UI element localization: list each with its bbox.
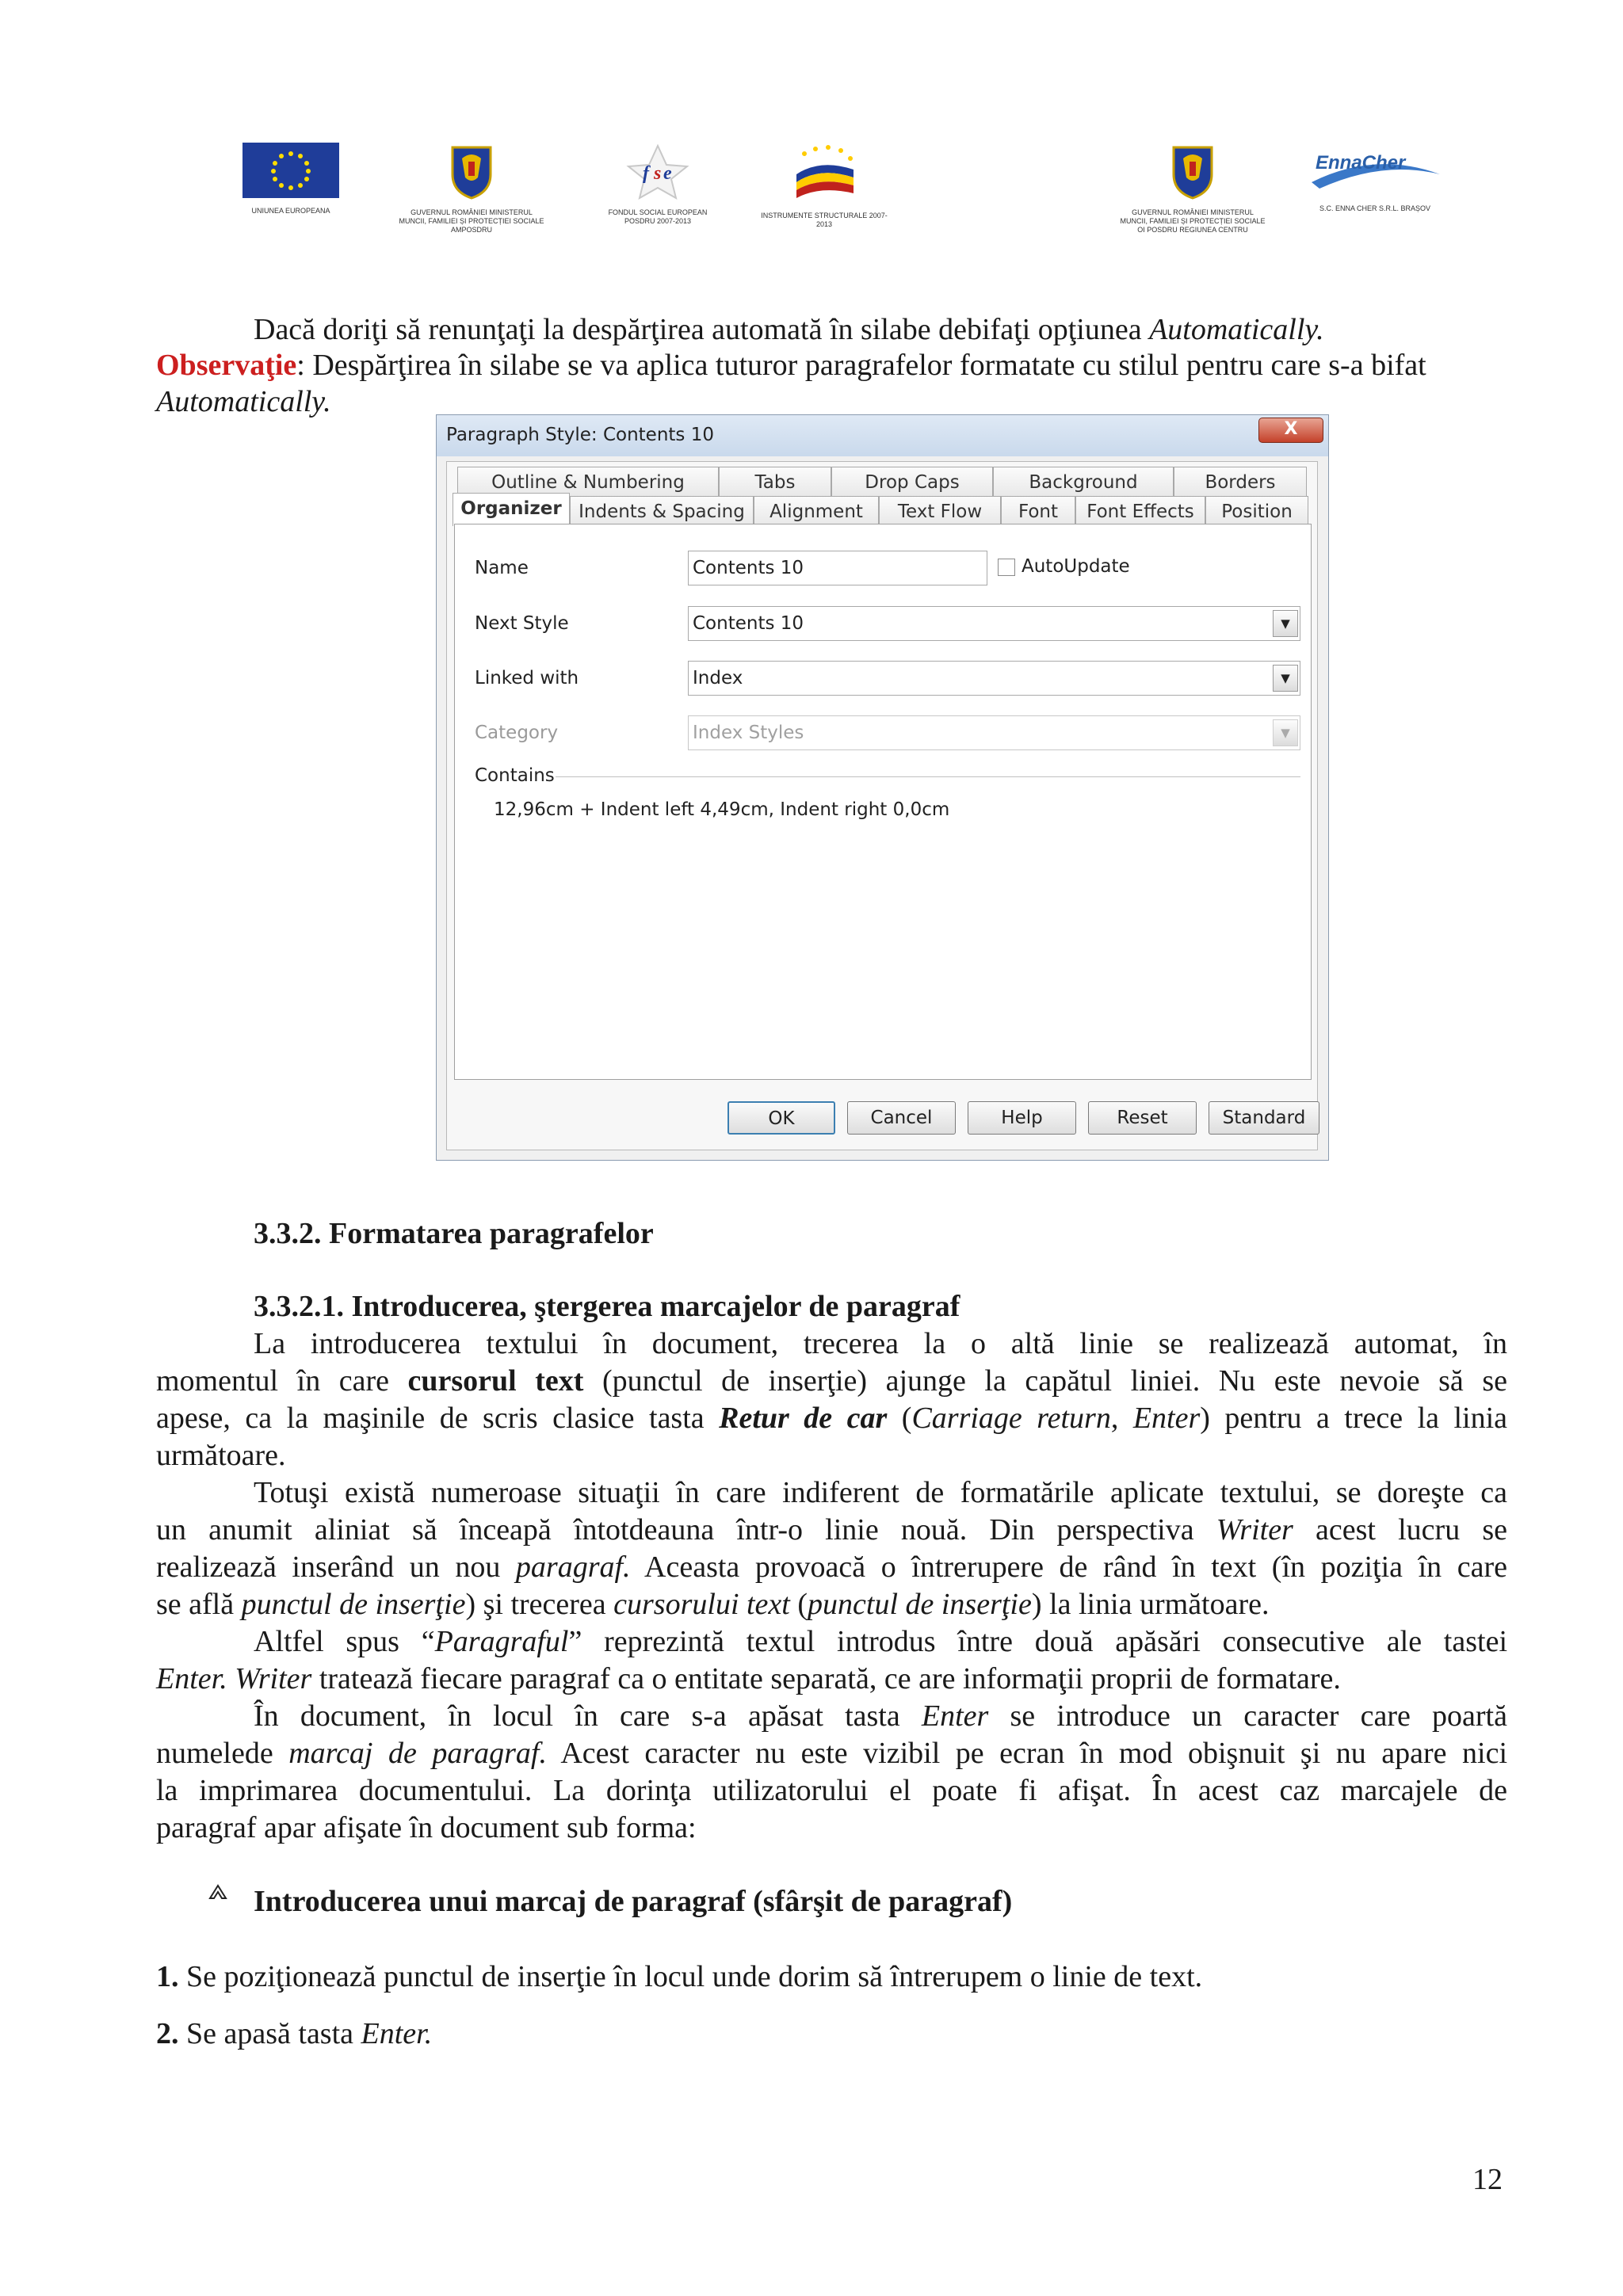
para3-line1 [254,1623,1507,1661]
bullet-heading [254,1883,1012,1920]
italic-text: punctul de inserţie [241,1588,466,1621]
para4-line2 [156,1735,1507,1772]
autoupdate-label: AutoUpdate [1022,556,1130,577]
bullet-triangle-icon [208,1883,228,1909]
contains-label: Contains [475,765,555,786]
para2-line2 [156,1512,1507,1549]
chevron-down-icon[interactable]: ▼ [1273,665,1298,692]
section-heading-332 [254,1215,654,1253]
bullet-heading-text: Introducerea unui marcaj de paragraf (sfârşit de paragraf) [254,1885,1013,1918]
italic-text: Writer [1216,1513,1293,1547]
italic-text: cursorului text [613,1588,790,1621]
logo-caption: INSTRUMENTE STRUCTURALE 2007-2013 [761,212,888,228]
tab-background[interactable]: Background [993,467,1174,497]
intro-text: Dacă doriţi să renunţaţi la despărţirea automată în silabe debifaţi opţiunea [254,313,1150,346]
contains-value: 12,96cm + Indent left 4,49cm, Indent right 0,0cm [494,799,950,820]
italic-text: marcaj de paragraf. [288,1737,547,1770]
text: ( [789,1588,808,1621]
paragraph-style-dialog [436,414,1329,1161]
italic-text: paragraf. [515,1550,631,1584]
reset-button[interactable]: Reset [1088,1101,1197,1135]
observation-label: Observaţie [156,349,297,382]
contains-separator [556,776,1300,777]
eu-flag-icon [242,143,339,198]
text: un anumit aliniat să înceapă întotdeauna într-o linie nouă. Din perspectiva [156,1513,1216,1547]
para1-line2 [156,1363,1507,1400]
text: numelede [156,1737,289,1770]
para4-line1 [254,1698,1507,1735]
text: În document, în locul în care s-a apăsat tasta [254,1699,922,1733]
bold-text: cursorul text [407,1364,584,1398]
fse-logo [598,143,717,226]
linked-with-label: Linked with [475,668,579,688]
tab-font-effects[interactable]: Font Effects [1075,496,1205,526]
ennacher-logo [1300,143,1450,213]
text: ” reprezintă textul introdus între două apăsări consecutive ale tastei [568,1625,1507,1658]
bold-italic-text: Retur de car [719,1402,888,1435]
logo-caption: GUVERNUL ROMÂNIEI MINISTERUL MUNCII, FAMILIEI ȘI PROTECȚIEI SOCIALE OI POSDRU REGIUNEA CENTRU [1120,208,1266,234]
text: se află [156,1588,242,1621]
italic-text: Enter. Writer [156,1662,312,1695]
intro-line [254,311,1522,349]
italic-text: Paragraful [434,1625,569,1658]
text: ) pentru a trece la linia [1200,1402,1508,1435]
fse-star-icon [614,143,701,200]
category-value: Index Styles [693,723,804,743]
text: se introduce un caracter care poartă [988,1699,1507,1733]
tab-text-flow[interactable]: Text Flow [879,496,1001,526]
ok-button[interactable]: OK [727,1101,835,1135]
text: Aceasta provoacă o întrerupere de rând în text (în poziţia în care [630,1550,1507,1584]
step-em: Enter. [361,2017,433,2050]
step-number: 1. [156,1960,179,1993]
observation-em: Automatically. [156,385,331,418]
help-button[interactable]: Help [968,1101,1076,1135]
text: , [1110,1402,1133,1435]
para4-line4: paragraf apar afişate în document sub forma: [156,1811,697,1844]
text: ) la linia următoare. [1031,1588,1270,1621]
text: acest lucru se [1293,1513,1507,1547]
dialog-titlebar [437,415,1328,456]
step-2 [156,2016,1519,2053]
text: ( [887,1402,912,1435]
oipo-logo [1117,143,1268,235]
para2-line3 [156,1549,1507,1586]
text: tratează fiecare paragraf ca o entitate separată, ce are informaţii proprii de formatare. [311,1662,1341,1695]
tab-outline-numbering[interactable]: Outline & Numbering [457,467,719,497]
section-heading-3321 [254,1288,960,1325]
next-style-select[interactable] [688,606,1300,641]
coat-of-arms-icon [446,143,497,200]
eu-flag-logo [239,143,342,215]
svg-text:f: f [643,163,649,184]
next-style-value: Contents 10 [693,613,804,634]
ennacher-wordmark: EnnaCher [1316,152,1406,174]
italic-text: Carriage return [911,1402,1111,1435]
tab-indents-spacing[interactable]: Indents & Spacing [570,496,754,526]
svg-text:s: s [654,163,662,184]
logo-caption: GUVERNUL ROMÂNIEI MINISTERUL MUNCII, FAMILIEI ȘI PROTECȚIEI SOCIALE AMPOSDRU [399,208,544,234]
tab-position[interactable]: Position [1205,496,1308,526]
tab-row-2 [453,496,1308,526]
name-label: Name [475,558,529,578]
name-field[interactable]: Contents 10 [688,551,987,585]
tab-alignment[interactable]: Alignment [754,496,879,526]
italic-text: Enter [921,1699,989,1733]
step-text: Se apasă tasta [178,2017,361,2050]
structural-funds-icon [781,143,868,203]
intro-em: Automatically. [1149,313,1324,346]
tab-row-1 [457,467,1307,497]
tab-tabs[interactable]: Tabs [719,467,831,497]
chevron-down-icon[interactable]: ▼ [1273,610,1298,637]
linked-with-select[interactable] [688,661,1300,696]
step-1 [156,1958,1519,1996]
text: apese, ca la maşinile de scris clasice tasta [156,1402,720,1435]
para3-line2 [156,1661,1519,1698]
close-button[interactable]: X [1258,418,1323,443]
next-style-label: Next Style [475,613,569,634]
svg-text:e: e [663,163,672,184]
text: (punctul de inserţie) ajunge la capătul liniei. Nu este nevoie să se [583,1364,1507,1398]
coat-of-arms-icon [1167,143,1218,200]
para4-line3: la imprimarea documentului. La dorinţa utilizatorului el poate fi afişat. În acest caz marcajele de [156,1774,1507,1807]
para2-line4 [156,1586,1270,1623]
structural-funds-logo [761,143,888,229]
autoupdate-checkbox[interactable] [998,559,1015,576]
cancel-button[interactable]: Cancel [847,1101,956,1135]
dialog-title: Paragraph Style: Contents 10 [446,425,714,445]
para1-line3 [156,1400,1507,1437]
text: realizează inserând un nou [156,1550,516,1584]
ministry-logo [396,143,547,235]
tab-borders[interactable]: Borders [1174,467,1307,497]
tab-drop-caps[interactable]: Drop Caps [831,467,993,497]
logo-caption: FONDUL SOCIAL EUROPEAN POSDRU 2007-2013 [608,208,708,225]
italic-text: Enter [1132,1402,1201,1435]
logo-caption: UNIUNEA EUROPEANA [251,207,330,215]
text: Altfel spus “ [254,1625,435,1658]
para1-line1: La introducerea textului în document, trecerea la o altă linie se realizează automat, în [254,1327,1507,1360]
section-title: 3.3.2. Formatarea paragrafelor [254,1217,654,1250]
standard-button[interactable]: Standard [1209,1101,1319,1135]
logo-caption: S.C. ENNA CHER S.R.L. BRAȘOV [1319,204,1431,212]
page-number: 12 [1472,2163,1503,2196]
category-select [688,715,1300,750]
para2-line1: Totuşi există numeroase situaţii în care indiferent de formatările aplicate textului, se doreşte ca [254,1476,1507,1509]
text: Acest caracter nu este vizibil pe ecran în mod obişnuit şi nu apare nici [546,1737,1508,1770]
tab-font[interactable]: Font [1001,496,1075,526]
chevron-down-icon: ▼ [1273,719,1298,746]
italic-text: punctul de inserţie [808,1588,1032,1621]
observation-line [156,347,1519,384]
para1-line4: următoare. [156,1439,286,1472]
linked-with-value: Index [693,668,743,688]
step-number: 2. [156,2017,179,2050]
category-label: Category [475,723,559,743]
step-text: Se poziţionează punctul de inserţie în locul unde dorim să întrerupem o linie de text. [178,1960,1203,1993]
tab-organizer[interactable]: Organizer [453,493,570,526]
observation-text: : Despărţirea în silabe se va aplica tuturor paragrafelor formatate cu stilul pentru care s-a bifat [296,349,1426,382]
text: ) şi trecerea [465,1588,614,1621]
subsection-title: 3.3.2.1. Introducerea, ştergerea marcajelor de paragraf [254,1290,960,1323]
text: momentul în care [156,1364,408,1398]
logo-bar [230,143,1450,254]
